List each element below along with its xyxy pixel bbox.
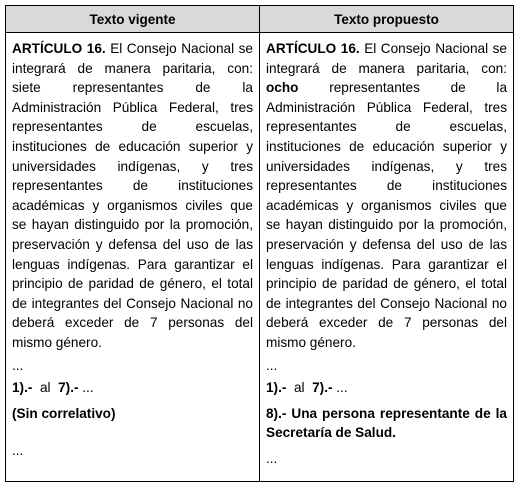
proposed-range-end: 7).- (312, 380, 333, 396)
content-row (6, 33, 514, 482)
current-article-16 (12, 39, 253, 353)
proposed-text-cell (260, 33, 514, 482)
proposed-article-change: ocho (266, 80, 299, 96)
proposed-range-tail: ... (336, 380, 348, 396)
proposed-ellipsis-2: ... (266, 450, 278, 466)
current-article-body: El Consejo Nacional se integrará de manera paritaria, con: siete representantes de la Administración Pública Federal, tres representantes de escuelas, instituciones de educación superior y universidades indígenas, y tres representantes de instituciones académicas y organismos civiles que se hayan distinguido por la promoción, preservación y defensa del uso de las lenguas indígenas. Para garantizar el principio de paridad de género, el total de integrantes del Consejo Nacional no deberá exceder de 7 personas del mismo género. (12, 41, 253, 350)
current-text-cell (6, 33, 260, 482)
current-article-label: ARTÍCULO 16. (12, 41, 106, 56)
current-range-start: 1).- (12, 380, 33, 396)
proposed-range-mid: al (293, 380, 305, 396)
comparison-table (5, 5, 514, 482)
current-ellipsis-1: ... (12, 357, 24, 373)
comparison-table-container (5, 5, 513, 482)
current-ellipsis-2: ... (12, 443, 24, 459)
proposed-article-label: ARTÍCULO 16. (266, 41, 360, 56)
current-range-tail: ... (82, 380, 94, 396)
current-range-end: 7).- (58, 380, 79, 396)
proposed-range (266, 378, 507, 398)
current-no-correlative: (Sin correlativo) (12, 405, 116, 421)
proposed-article-body-pre: El Consejo Nacional se integrará de manera paritaria, con: (266, 41, 507, 76)
proposed-range-start: 1).- (266, 380, 287, 396)
header-row (6, 6, 514, 33)
header-proposed-text: Texto propuesto (260, 6, 514, 33)
proposed-article-body-post: representantes de la Administración Pública Federal, tres representantes de escuelas, instituciones de educación superior y universidades indígenas, y tres representantes de instituciones académicas y organismos civiles que se hayan distinguido por la promoción, preservación y defensa del uso de las lenguas indígenas. Para garantizar el principio de paridad de género, el total de integrantes del Consejo Nacional no deberá exceder de 7 personas del mismo género. (266, 80, 508, 350)
current-range (12, 378, 253, 398)
proposed-article-16 (266, 39, 507, 353)
proposed-new-item: 8).- Una persona representante de la Secretaría de Salud. (266, 405, 507, 441)
proposed-ellipsis-1: ... (266, 357, 278, 373)
current-range-mid: al (39, 380, 51, 396)
header-current-text: Texto vigente (6, 6, 260, 33)
